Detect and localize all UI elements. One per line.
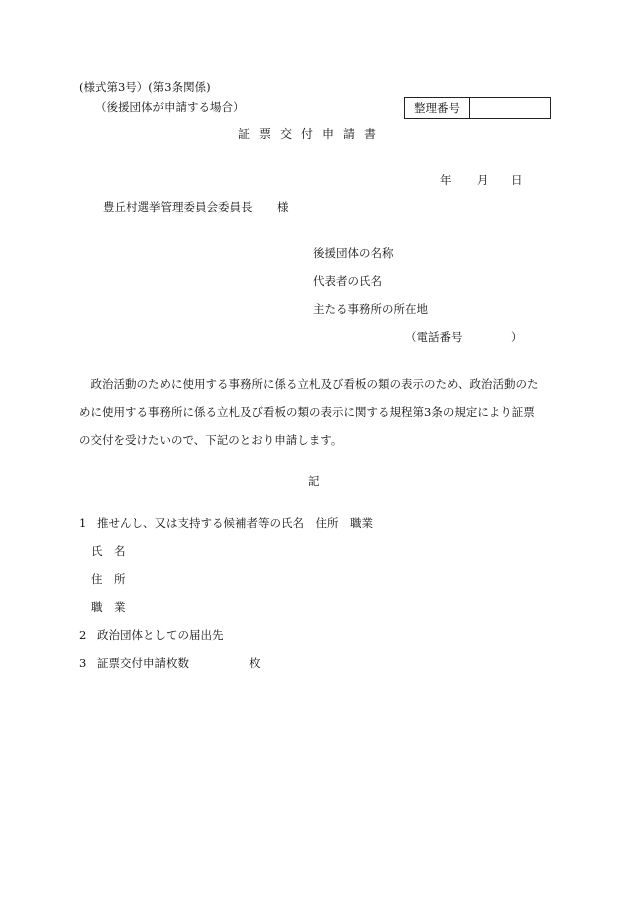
reference-number-label: 整理番号 <box>405 98 470 118</box>
item1-number: 1 <box>79 516 87 530</box>
phone-label-close: ） <box>511 330 523 344</box>
body-line: 政治活動のために使用する事務所に係る立札及び看板の類の表示のため、政治活動のた <box>79 377 539 391</box>
item3-text: 証票交付申請枚数 <box>97 656 189 670</box>
body-paragraph <box>79 370 554 454</box>
reference-number-field[interactable] <box>470 98 550 118</box>
rep-name-label: 代表者の氏名 <box>313 274 382 288</box>
addressee-honorific: 様 <box>277 200 289 214</box>
office-location-label: 主たる事務所の所在地 <box>313 302 428 316</box>
org-name-label: 後援団体の名称 <box>313 246 394 260</box>
candidate-name-label: 氏 名 <box>91 544 126 558</box>
reference-number-box <box>404 97 551 119</box>
case-note: （後援団体が申請する場合） <box>95 100 245 114</box>
document-title: 証票交付申請書 <box>238 127 386 141</box>
body-line: めに使用する事務所に係る立札及び看板の類の表示に関する規程第3条の規定により証票 <box>79 405 535 419</box>
phone-label-open: （電話番号 <box>405 330 463 344</box>
date-month: 月 <box>477 173 489 187</box>
candidate-address-label: 住 所 <box>91 572 126 586</box>
date-day: 日 <box>511 173 523 187</box>
item2-number: 2 <box>79 628 87 642</box>
item2-text: 政治団体としての届出先 <box>97 628 224 642</box>
item1-text: 推せんし、又は支持する候補者等の氏名 住所 職業 <box>97 516 373 530</box>
ki-heading: 記 <box>308 474 320 488</box>
date-year: 年 <box>440 173 452 187</box>
candidate-occupation-label: 職 業 <box>91 600 126 614</box>
body-line: の交付を受けたいので、下記のとおり申請します。 <box>79 433 343 447</box>
form-ref: (様式第3号）(第3条関係) <box>79 80 211 94</box>
addressee-name: 豊丘村選挙管理委員会委員長 <box>103 200 253 214</box>
item3-unit: 枚 <box>249 656 261 670</box>
item3-number: 3 <box>79 656 87 670</box>
